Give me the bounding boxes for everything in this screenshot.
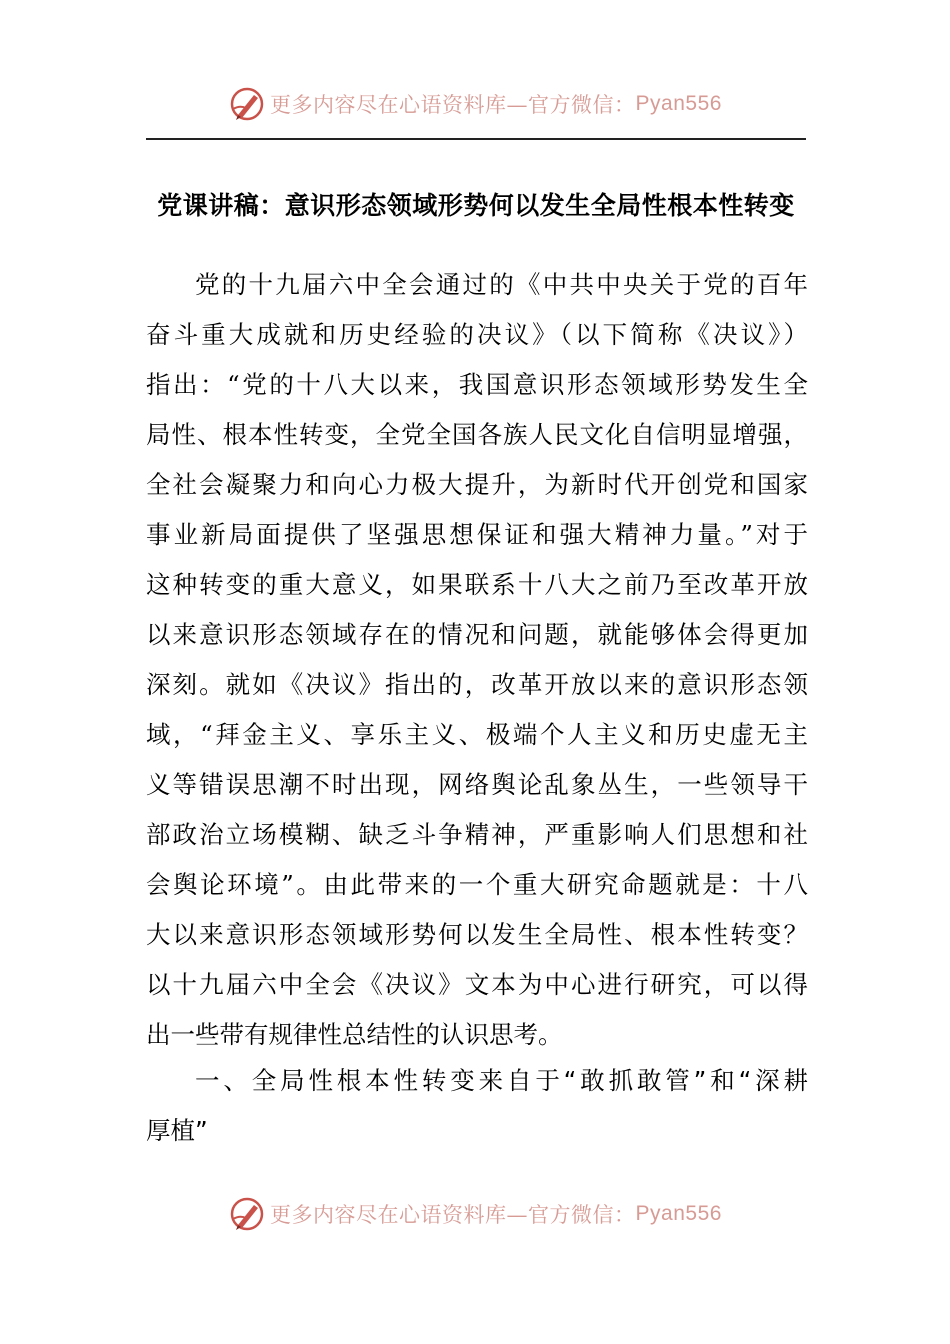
page-title: 党课讲稿：意识形态领域形势何以发生全局性根本性转变 bbox=[157, 191, 795, 220]
paragraph-line: 域，“拜金主义、享乐主义、极端个人主义和历史虚无主 bbox=[146, 720, 808, 749]
paragraph-line: 深刻。就如《决议》指出的，改革开放以来的意识形态领 bbox=[146, 670, 808, 699]
section-heading bbox=[146, 1056, 808, 1156]
footer-banner bbox=[0, 1194, 950, 1234]
header-rule bbox=[146, 138, 806, 140]
banner-handle: Pyan556 bbox=[635, 1202, 722, 1225]
heading-line: 厚植” bbox=[146, 1116, 208, 1145]
paragraph-line: 全社会凝聚力和向心力极大提升，为新时代开创党和国家 bbox=[146, 470, 808, 499]
paragraph-line: 以十九届六中全会《决议》文本为中心进行研究，可以得 bbox=[146, 970, 808, 999]
banner-handle: Pyan556 bbox=[635, 92, 722, 115]
paragraph-line: 指出：“党的十八大以来，我国意识形态领域形势发生全 bbox=[146, 370, 808, 399]
paragraph-line: 部政治立场模糊、缺乏斗争精神，严重影响人们思想和社 bbox=[146, 820, 808, 849]
banner-text: 更多内容尽在心语资料库—官方微信： bbox=[270, 1203, 636, 1227]
header-banner bbox=[0, 84, 950, 124]
paragraph-line: 奋斗重大成就和历史经验的决议》（以下简称《决议》） bbox=[146, 320, 808, 349]
paragraph-line: 事业新局面提供了坚强思想保证和强大精神力量。”对于 bbox=[146, 520, 808, 549]
banner-text: 更多内容尽在心语资料库—官方微信： bbox=[270, 93, 636, 117]
pen-logo-icon bbox=[228, 85, 266, 123]
paragraph-line: 大以来意识形态领域形势何以发生全局性、根本性转变？ bbox=[146, 920, 808, 949]
paragraph-line: 这种转变的重大意义，如果联系十八大之前乃至改革开放 bbox=[146, 570, 808, 599]
paragraph-line: 出一些带有规律性总结性的认识思考。 bbox=[146, 1020, 563, 1049]
body-paragraph bbox=[146, 260, 808, 1060]
paragraph-line: 义等错误思潮不时出现，网络舆论乱象丛生，一些领导干 bbox=[146, 770, 808, 799]
paragraph-line: 局性、根本性转变，全党全国各族人民文化自信明显增强， bbox=[146, 420, 808, 449]
paragraph-line: 党的十九届六中全会通过的《中共中央关于党的百年 bbox=[195, 270, 808, 299]
paragraph-line: 会舆论环境”。由此带来的一个重大研究命题就是：十八 bbox=[146, 870, 808, 899]
paragraph-line: 以来意识形态领域存在的情况和问题，就能够体会得更加 bbox=[146, 620, 808, 649]
pen-logo-icon bbox=[228, 1195, 266, 1233]
heading-line: 一、全局性根本性转变来自于“敢抓敢管”和“深耕 bbox=[195, 1066, 808, 1095]
